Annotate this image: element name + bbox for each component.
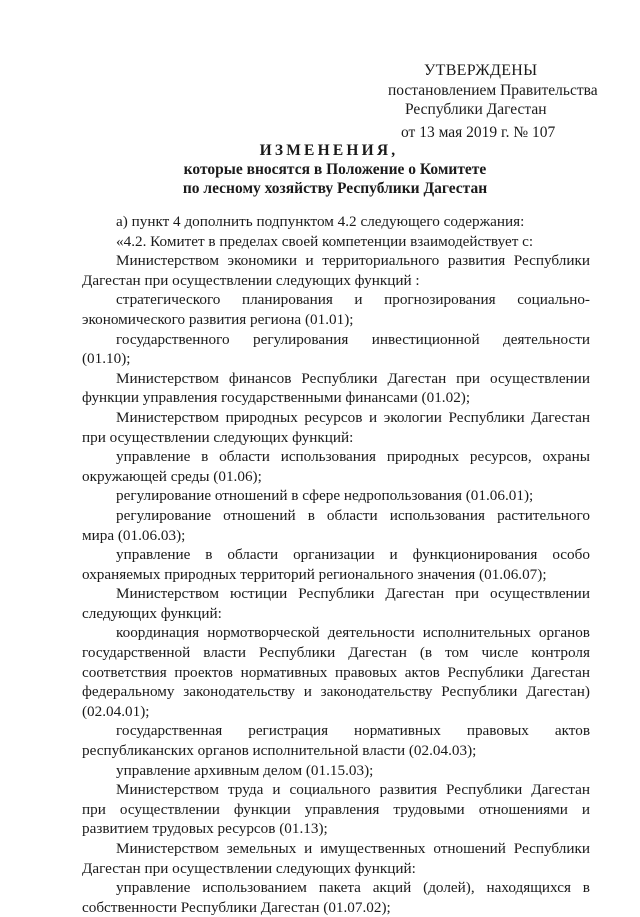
text-line: Министерством труда и социального развития Республики Дагестан — [116, 781, 590, 799]
text-line: (02.04.01); — [82, 702, 150, 720]
text-line: республиканских органов исполнительной власти (02.04.03); — [82, 742, 477, 760]
text-line: следующих функций: — [82, 604, 222, 622]
approval-title: УТВЕРЖДЕНЫ — [424, 62, 538, 79]
text-line: Дагестан при осуществлении следующих функций: — [82, 859, 416, 877]
text-line: регулирование отношений в области использования растительного — [116, 506, 590, 524]
approval-date-number: от 13 мая 2019 г. № 107 — [401, 124, 556, 141]
approval-line-1: постановлением Правительства — [388, 82, 598, 99]
text-line: управление в области использования природных ресурсов, охраны — [116, 448, 590, 466]
text-line: (01.10); — [82, 350, 131, 368]
text-line: «4.2. Комитет в пределах своей компетенции взаимодействует с: — [116, 232, 534, 250]
text-line: государственного регулирования инвестиционной деятельности — [116, 330, 590, 348]
document-heading — [0, 141, 640, 198]
text-line: Дагестан при осуществлении следующих функций : — [82, 271, 420, 289]
text-line: Министерством экономики и территориального развития Республики — [116, 252, 590, 270]
text-line: а) пункт 4 дополнить подпунктом 4.2 следующего содержания: — [116, 213, 525, 230]
text-line: соответствия проектов нормативных правовых актов Республики Дагестан — [82, 663, 590, 681]
text-line: при осуществлении функции управления трудовыми отношениями и — [82, 800, 590, 818]
approval-line-2: Республики Дагестан — [405, 101, 547, 118]
text-line: регулирование отношений в сфере недропользования (01.06.01); — [116, 487, 534, 505]
text-line: окружающей среды (01.06); — [82, 467, 262, 485]
text-line: развитием трудовых ресурсов (01.13); — [82, 820, 328, 838]
text-line: управление использованием пакета акций (долей), находящихся в — [116, 879, 590, 897]
text-line: мира (01.06.03); — [82, 526, 186, 544]
heading-line-1: которые вносятся в Положение о Комитете — [183, 161, 487, 178]
text-line: Министерством природных ресурсов и экологии Республики Дагестан — [116, 408, 590, 426]
text-line: Министерством юстиции Республики Дагестан при осуществлении — [116, 585, 590, 603]
heading-title: ИЗМЕНЕНИЯ, — [259, 142, 399, 159]
text-line: собственности Республики Дагестан (01.07.02); — [82, 898, 391, 916]
heading-line-2: по лесному хозяйству Республики Дагестан — [182, 180, 488, 197]
text-line: государственной власти Республики Дагестан (в том числе контроля — [82, 644, 590, 662]
text-line: охраняемых природных территорий регионального значения (01.06.07); — [82, 565, 547, 583]
text-line: федеральному законодательству и законодательству Республики Дагестан) — [82, 683, 590, 701]
text-line: функции управления государственными финансами (01.02); — [82, 389, 471, 407]
text-line: Министерством финансов Республики Дагестан при осуществлении — [116, 369, 590, 387]
document-body — [82, 212, 590, 917]
text-line: государственная регистрация нормативных правовых актов — [116, 722, 590, 740]
text-line: управление архивным делом (01.15.03); — [116, 761, 374, 779]
text-line: управление в области организации и функционирования особо — [116, 546, 590, 564]
text-line: стратегического планирования и прогнозирования социально- — [116, 291, 590, 309]
text-line: при осуществлении следующих функций: — [82, 428, 354, 446]
text-line: координация нормотворческой деятельности исполнительных органов — [116, 624, 590, 642]
text-line: Министерством земельных и имущественных отношений Республики — [116, 840, 590, 857]
text-line: экономического развития региона (01.01); — [82, 310, 354, 328]
